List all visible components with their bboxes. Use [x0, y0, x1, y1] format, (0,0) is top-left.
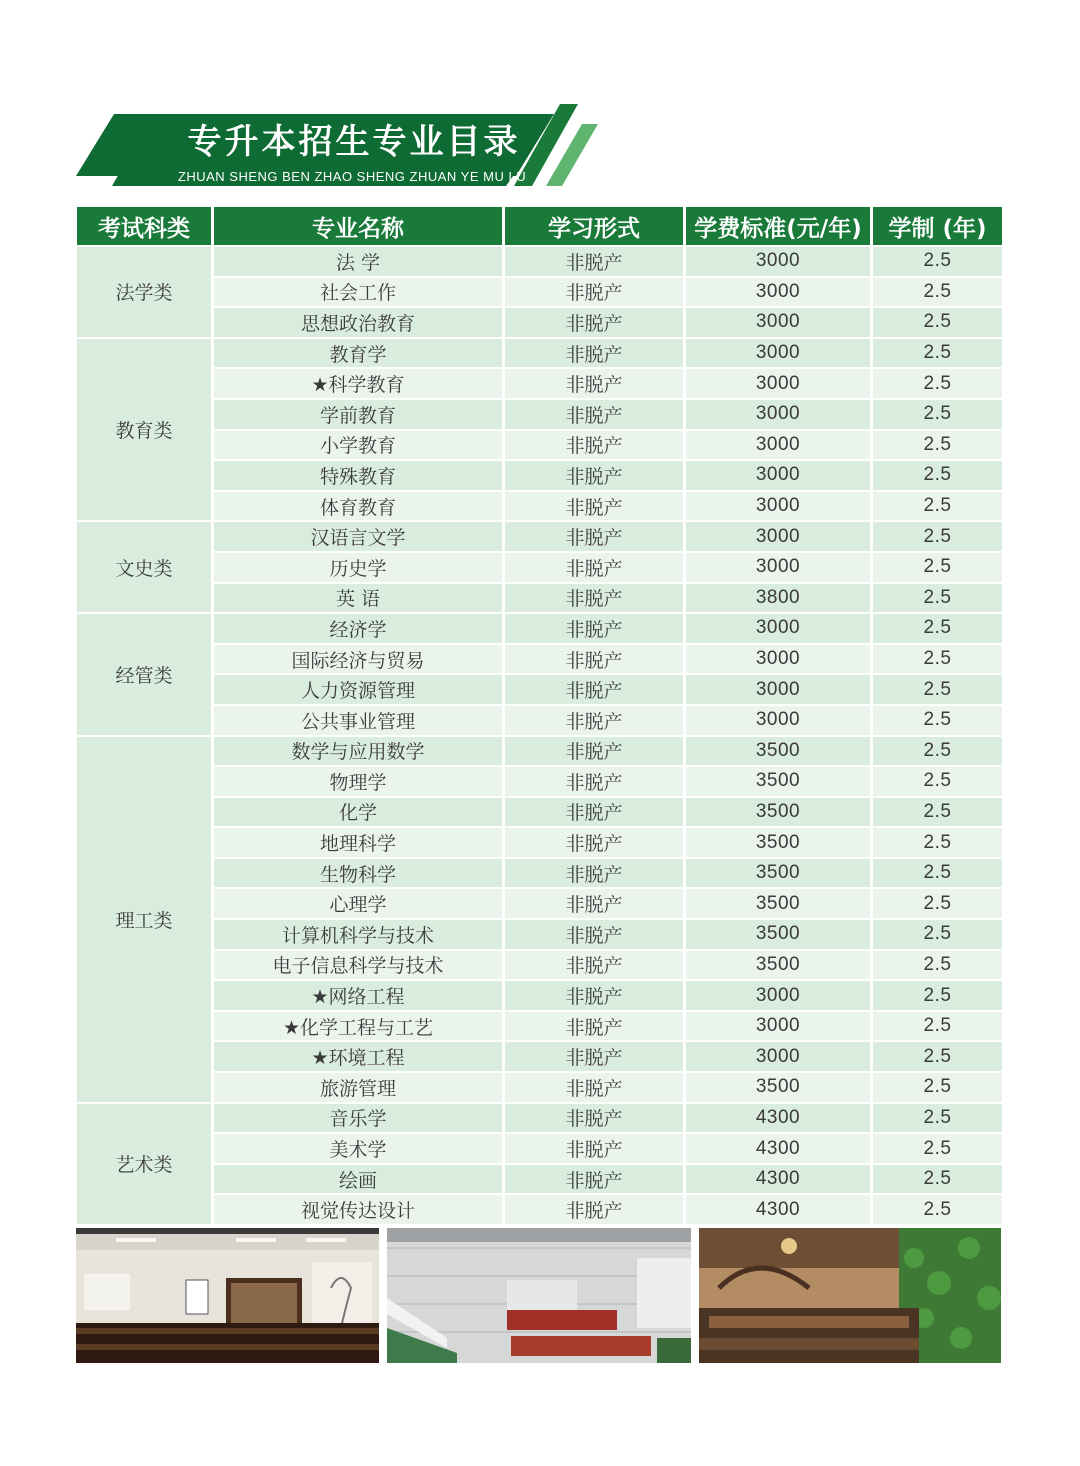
category-cell: 艺术类 — [77, 1104, 211, 1224]
study-mode-cell: 非脱产 — [505, 492, 683, 521]
major-name-cell: 学前教育 — [214, 400, 502, 429]
table-row — [214, 584, 1002, 613]
table-row — [214, 1134, 1002, 1163]
major-name-cell: 体育教育 — [214, 492, 502, 521]
table-row — [214, 247, 1002, 276]
table-row — [214, 492, 1002, 521]
major-name-cell: 旅游管理 — [214, 1073, 502, 1102]
header-major: 专业名称 — [214, 207, 502, 245]
photo-strip — [76, 1228, 1002, 1363]
page-title: 专升本招生专业目录 — [187, 122, 521, 162]
category-group-law — [77, 247, 1002, 337]
major-name-cell: 汉语言文学 — [214, 522, 502, 551]
duration-cell: 2.5 — [873, 492, 1002, 521]
study-mode-cell: 非脱产 — [505, 1195, 683, 1224]
tuition-cell: 3500 — [686, 828, 870, 857]
tuition-cell: 3000 — [686, 981, 870, 1010]
tuition-cell: 3000 — [686, 675, 870, 704]
duration-cell: 2.5 — [873, 308, 1002, 337]
duration-cell: 2.5 — [873, 981, 1002, 1010]
major-name-cell: ★科学教育 — [214, 369, 502, 398]
tuition-cell: 3500 — [686, 859, 870, 888]
major-name-cell: 音乐学 — [214, 1104, 502, 1133]
table-row — [214, 400, 1002, 429]
duration-cell: 2.5 — [873, 1104, 1002, 1133]
table-row — [214, 308, 1002, 337]
study-mode-cell: 非脱产 — [505, 920, 683, 949]
major-name-cell: 公共事业管理 — [214, 706, 502, 735]
table-row — [214, 767, 1002, 796]
major-name-cell: 教育学 — [214, 339, 502, 368]
duration-cell: 2.5 — [873, 889, 1002, 918]
study-mode-cell: 非脱产 — [505, 981, 683, 1010]
major-name-cell: ★网络工程 — [214, 981, 502, 1010]
tuition-cell: 3500 — [686, 889, 870, 918]
table-row — [214, 339, 1002, 368]
table-row — [214, 369, 1002, 398]
category-cell: 文史类 — [77, 522, 211, 612]
tuition-cell: 3000 — [686, 553, 870, 582]
tuition-cell: 3800 — [686, 584, 870, 613]
header-banner — [76, 100, 606, 192]
duration-cell: 2.5 — [873, 798, 1002, 827]
study-mode-cell: 非脱产 — [505, 1073, 683, 1102]
study-mode-cell: 非脱产 — [505, 614, 683, 643]
study-mode-cell: 非脱产 — [505, 828, 683, 857]
study-mode-cell: 非脱产 — [505, 737, 683, 766]
major-name-cell: 小学教育 — [214, 431, 502, 460]
study-mode-cell: 非脱产 — [505, 645, 683, 674]
duration-cell: 2.5 — [873, 614, 1002, 643]
tuition-cell: 3500 — [686, 951, 870, 980]
table-row — [214, 859, 1002, 888]
major-name-cell: 视觉传达设计 — [214, 1195, 502, 1224]
tuition-cell: 3000 — [686, 614, 870, 643]
major-name-cell: ★环境工程 — [214, 1042, 502, 1071]
duration-cell: 2.5 — [873, 400, 1002, 429]
table-row — [214, 278, 1002, 307]
tuition-cell: 3000 — [686, 645, 870, 674]
category-group-economics-management — [77, 614, 1002, 734]
duration-cell: 2.5 — [873, 1134, 1002, 1163]
category-cell: 经管类 — [77, 614, 211, 734]
major-name-cell: 物理学 — [214, 767, 502, 796]
tuition-cell: 4300 — [686, 1134, 870, 1163]
tuition-cell: 3000 — [686, 247, 870, 276]
classroom-photo — [76, 1228, 379, 1363]
study-mode-cell: 非脱产 — [505, 553, 683, 582]
study-mode-cell: 非脱产 — [505, 859, 683, 888]
major-name-cell: 心理学 — [214, 889, 502, 918]
table-row — [214, 1012, 1002, 1041]
study-mode-cell: 非脱产 — [505, 951, 683, 980]
tea-room-photo — [699, 1228, 1002, 1363]
header-category: 考试科类 — [77, 207, 211, 245]
table-row — [214, 828, 1002, 857]
category-rows — [214, 737, 1002, 1102]
major-name-cell: 美术学 — [214, 1134, 502, 1163]
duration-cell: 2.5 — [873, 1165, 1002, 1194]
table-row — [214, 798, 1002, 827]
study-mode-cell: 非脱产 — [505, 461, 683, 490]
major-name-cell: 生物科学 — [214, 859, 502, 888]
tuition-cell: 3500 — [686, 798, 870, 827]
tuition-cell: 3500 — [686, 920, 870, 949]
table-row — [214, 706, 1002, 735]
major-name-cell: 地理科学 — [214, 828, 502, 857]
major-name-cell: 思想政治教育 — [214, 308, 502, 337]
duration-cell: 2.5 — [873, 339, 1002, 368]
tuition-cell: 4300 — [686, 1104, 870, 1133]
table-row — [214, 737, 1002, 766]
major-name-cell: 法 学 — [214, 247, 502, 276]
duration-cell: 2.5 — [873, 247, 1002, 276]
duration-cell: 2.5 — [873, 920, 1002, 949]
major-name-cell: 经济学 — [214, 614, 502, 643]
category-cell: 教育类 — [77, 339, 211, 521]
major-name-cell: 电子信息科学与技术 — [214, 951, 502, 980]
study-mode-cell: 非脱产 — [505, 1042, 683, 1071]
tuition-cell: 3000 — [686, 308, 870, 337]
major-name-cell: 计算机科学与技术 — [214, 920, 502, 949]
tuition-cell: 3000 — [686, 492, 870, 521]
tuition-cell: 3000 — [686, 1042, 870, 1071]
category-rows — [214, 614, 1002, 734]
library-atrium-photo — [387, 1228, 690, 1363]
study-mode-cell: 非脱产 — [505, 522, 683, 551]
duration-cell: 2.5 — [873, 1195, 1002, 1224]
category-rows — [214, 522, 1002, 612]
table-row — [214, 889, 1002, 918]
table-row — [214, 614, 1002, 643]
tuition-cell: 3000 — [686, 431, 870, 460]
major-name-cell: 历史学 — [214, 553, 502, 582]
duration-cell: 2.5 — [873, 553, 1002, 582]
major-catalog-table — [77, 207, 1002, 1226]
category-group-education — [77, 339, 1002, 521]
tuition-cell: 3000 — [686, 369, 870, 398]
study-mode-cell: 非脱产 — [505, 675, 683, 704]
table-row — [214, 645, 1002, 674]
tuition-cell: 3000 — [686, 400, 870, 429]
major-name-cell: 数学与应用数学 — [214, 737, 502, 766]
duration-cell: 2.5 — [873, 828, 1002, 857]
category-group-science-engineering — [77, 737, 1002, 1102]
duration-cell: 2.5 — [873, 584, 1002, 613]
study-mode-cell: 非脱产 — [505, 1165, 683, 1194]
tuition-cell: 3000 — [686, 461, 870, 490]
study-mode-cell: 非脱产 — [505, 247, 683, 276]
duration-cell: 2.5 — [873, 522, 1002, 551]
category-cell: 理工类 — [77, 737, 211, 1102]
tuition-cell: 3500 — [686, 767, 870, 796]
category-group-arts — [77, 1104, 1002, 1224]
category-group-literature-history — [77, 522, 1002, 612]
duration-cell: 2.5 — [873, 645, 1002, 674]
category-rows — [214, 1104, 1002, 1224]
tuition-cell: 3000 — [686, 706, 870, 735]
table-row — [214, 981, 1002, 1010]
table-row — [214, 522, 1002, 551]
table-row — [214, 431, 1002, 460]
major-name-cell: 英 语 — [214, 584, 502, 613]
duration-cell: 2.5 — [873, 951, 1002, 980]
major-name-cell: 人力资源管理 — [214, 675, 502, 704]
study-mode-cell: 非脱产 — [505, 1104, 683, 1133]
duration-cell: 2.5 — [873, 737, 1002, 766]
major-name-cell: 特殊教育 — [214, 461, 502, 490]
major-name-cell: 社会工作 — [214, 278, 502, 307]
study-mode-cell: 非脱产 — [505, 308, 683, 337]
category-rows — [214, 339, 1002, 521]
table-row — [214, 461, 1002, 490]
table-body — [77, 247, 1002, 1224]
table-row — [214, 920, 1002, 949]
study-mode-cell: 非脱产 — [505, 706, 683, 735]
study-mode-cell: 非脱产 — [505, 1012, 683, 1041]
study-mode-cell: 非脱产 — [505, 400, 683, 429]
study-mode-cell: 非脱产 — [505, 369, 683, 398]
tuition-cell: 4300 — [686, 1165, 870, 1194]
study-mode-cell: 非脱产 — [505, 584, 683, 613]
table-header — [77, 207, 1002, 245]
duration-cell: 2.5 — [873, 675, 1002, 704]
category-cell: 法学类 — [77, 247, 211, 337]
tuition-cell: 3000 — [686, 339, 870, 368]
tuition-cell: 3500 — [686, 737, 870, 766]
duration-cell: 2.5 — [873, 706, 1002, 735]
tuition-cell: 3000 — [686, 278, 870, 307]
duration-cell: 2.5 — [873, 767, 1002, 796]
duration-cell: 2.5 — [873, 1042, 1002, 1071]
table-row — [214, 1195, 1002, 1224]
study-mode-cell: 非脱产 — [505, 798, 683, 827]
duration-cell: 2.5 — [873, 278, 1002, 307]
table-row — [214, 553, 1002, 582]
table-row — [214, 1165, 1002, 1194]
tuition-cell: 3000 — [686, 522, 870, 551]
header-study-mode: 学习形式 — [505, 207, 683, 245]
header-tuition: 学费标准(元/年) — [686, 207, 870, 245]
duration-cell: 2.5 — [873, 369, 1002, 398]
table-row — [214, 1042, 1002, 1071]
table-row — [214, 951, 1002, 980]
duration-cell: 2.5 — [873, 1073, 1002, 1102]
table-row — [214, 1073, 1002, 1102]
page-subtitle: ZHUAN SHENG BEN ZHAO SHENG ZHUAN YE MU LU — [177, 169, 527, 184]
category-rows — [214, 247, 1002, 337]
tuition-cell: 3500 — [686, 1073, 870, 1102]
study-mode-cell: 非脱产 — [505, 431, 683, 460]
major-name-cell: ★化学工程与工艺 — [214, 1012, 502, 1041]
duration-cell: 2.5 — [873, 461, 1002, 490]
header-duration: 学制 (年) — [873, 207, 1002, 245]
major-name-cell: 化学 — [214, 798, 502, 827]
study-mode-cell: 非脱产 — [505, 278, 683, 307]
duration-cell: 2.5 — [873, 1012, 1002, 1041]
duration-cell: 2.5 — [873, 859, 1002, 888]
study-mode-cell: 非脱产 — [505, 767, 683, 796]
tuition-cell: 3000 — [686, 1012, 870, 1041]
study-mode-cell: 非脱产 — [505, 1134, 683, 1163]
study-mode-cell: 非脱产 — [505, 339, 683, 368]
tuition-cell: 4300 — [686, 1195, 870, 1224]
table-row — [214, 1104, 1002, 1133]
duration-cell: 2.5 — [873, 431, 1002, 460]
table-row — [214, 675, 1002, 704]
study-mode-cell: 非脱产 — [505, 889, 683, 918]
major-name-cell: 国际经济与贸易 — [214, 645, 502, 674]
major-name-cell: 绘画 — [214, 1165, 502, 1194]
